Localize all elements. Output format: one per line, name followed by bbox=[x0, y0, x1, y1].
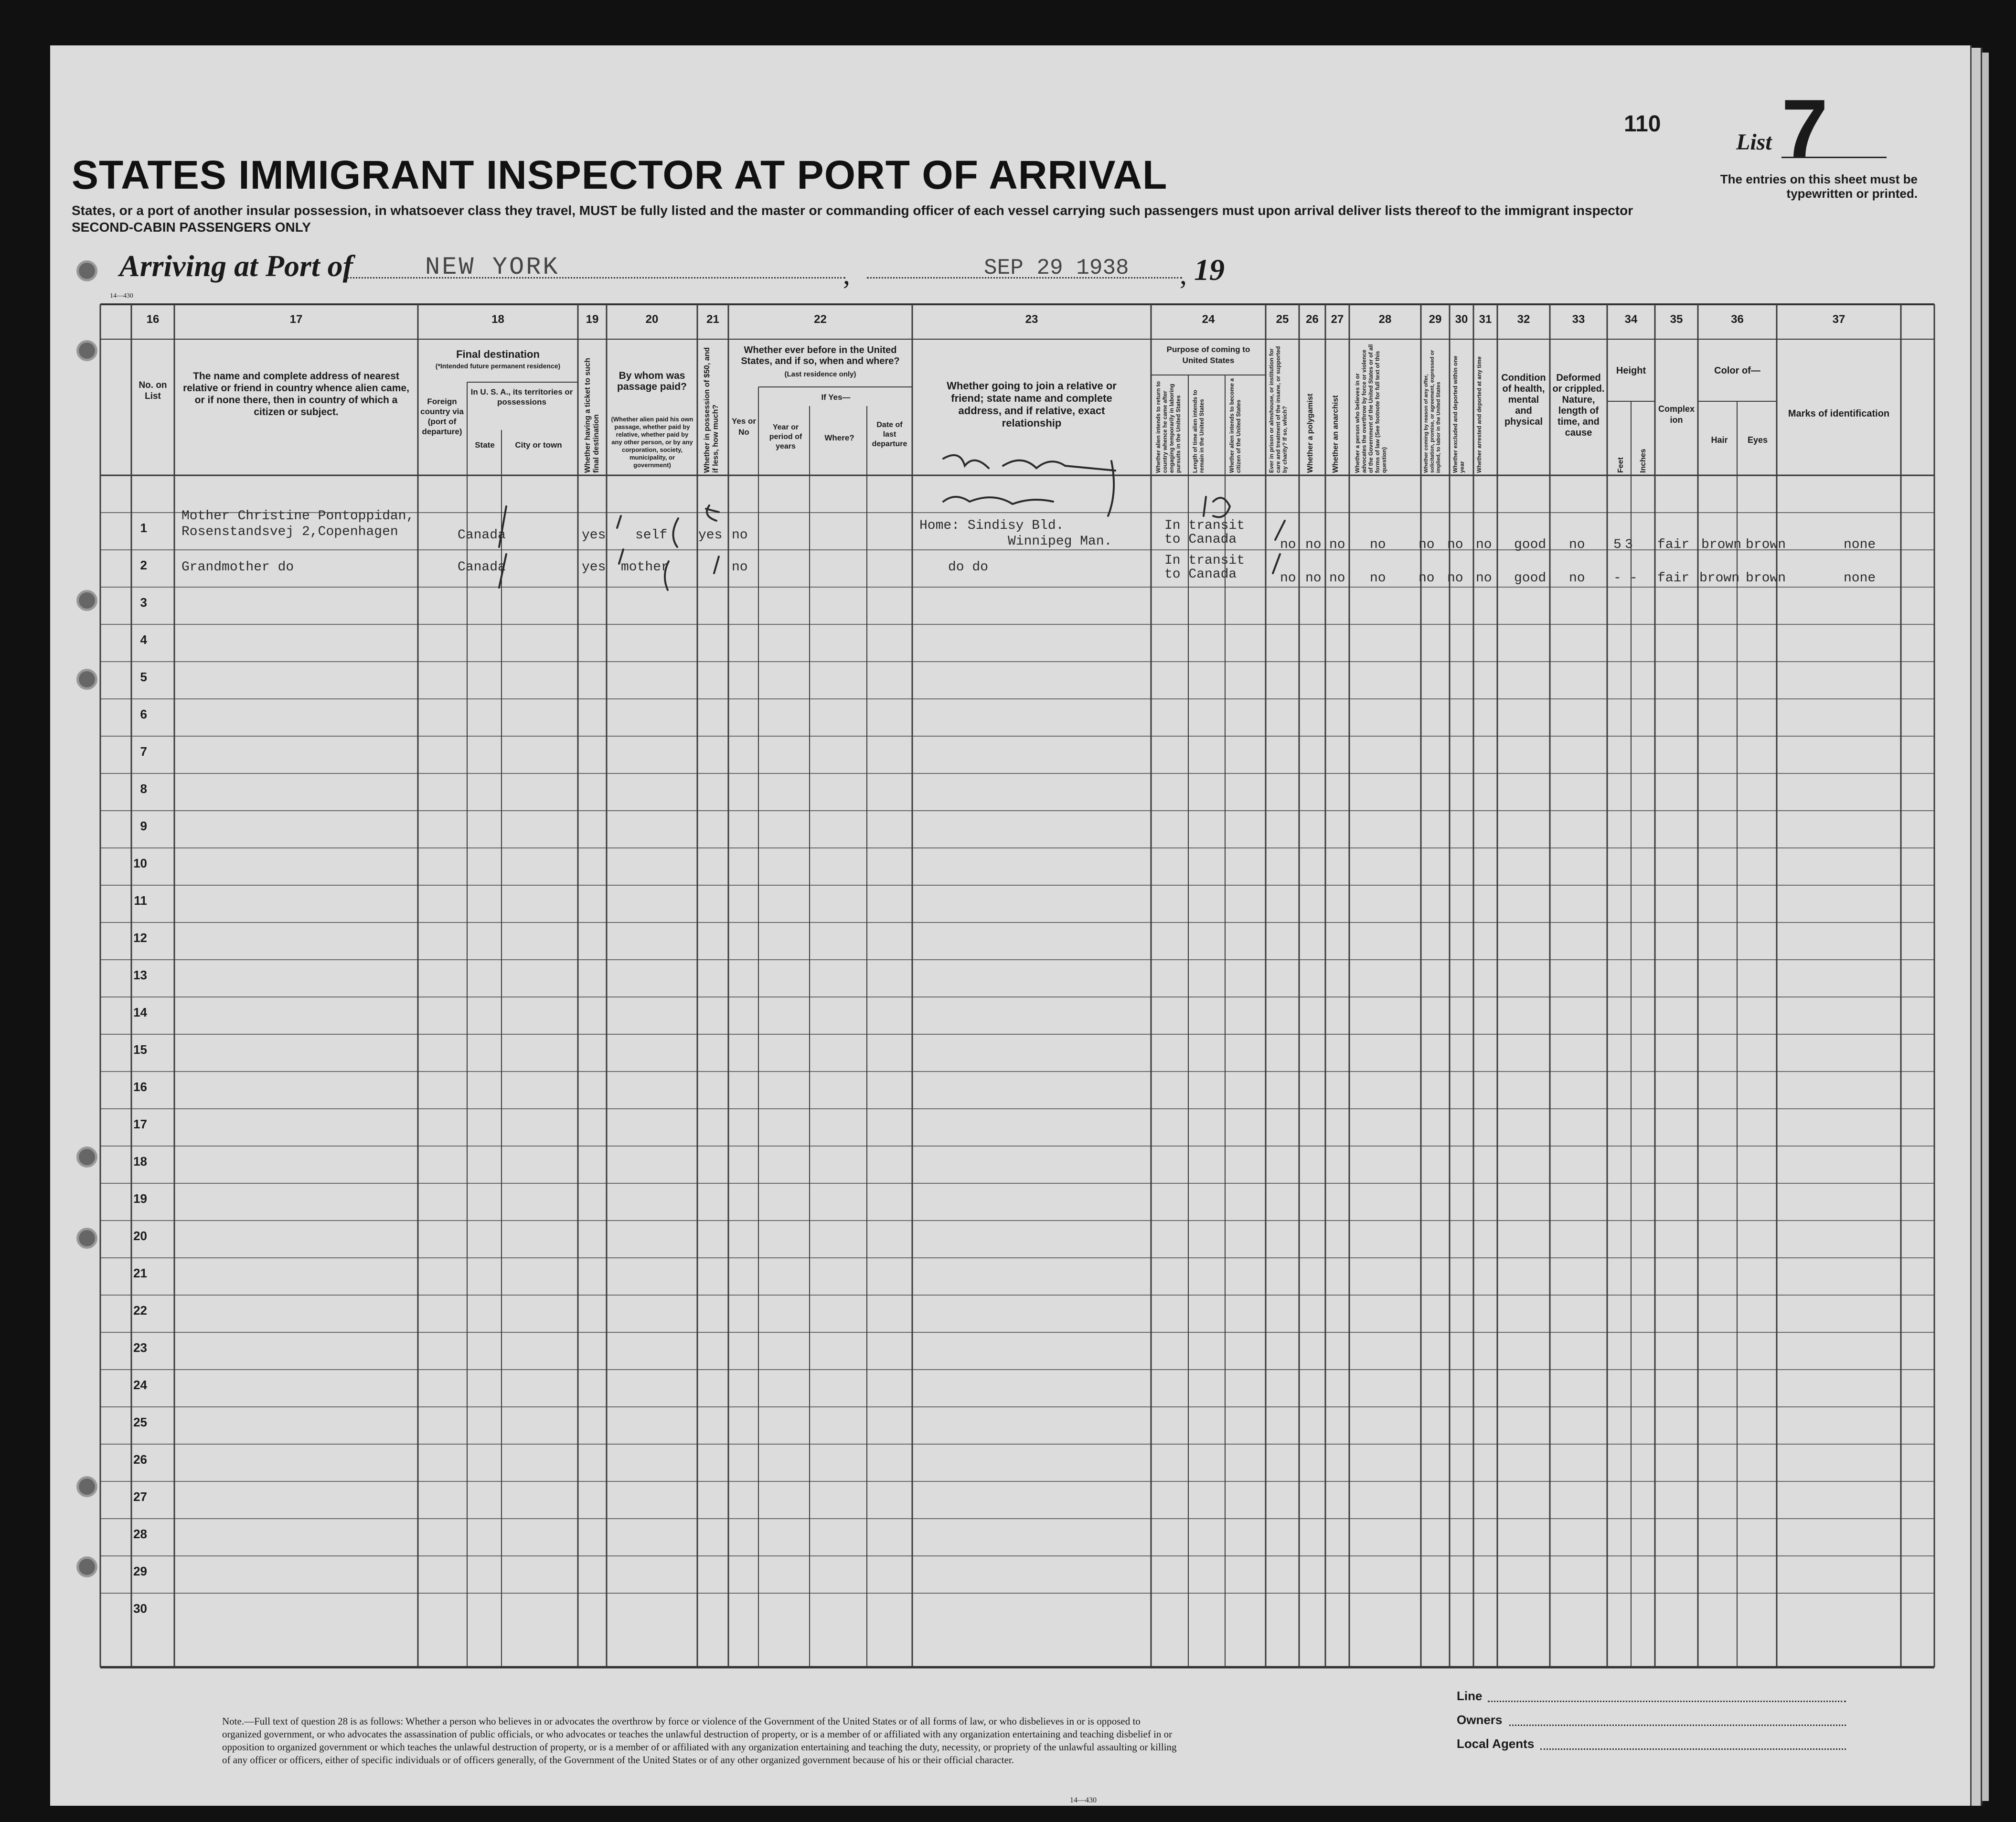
header-prison: Ever in prison or almshouse, or institution for care and treatment of the insane, or supported by charity? If so, which? bbox=[1268, 346, 1288, 473]
header-foreign-country: Foreign country via (port of departure) bbox=[420, 397, 464, 436]
header-if-yes: If Yes— bbox=[821, 393, 851, 402]
row-number: 19 bbox=[133, 1191, 147, 1206]
entry-join: Winnipeg Man. bbox=[1008, 534, 1112, 549]
header-color-of: Color of— bbox=[1714, 365, 1760, 376]
entry-purpose: to Canada bbox=[1164, 567, 1237, 582]
entry-hair: brown bbox=[1701, 537, 1742, 552]
header-inches: Inches bbox=[1639, 449, 1647, 473]
row-number: 29 bbox=[133, 1564, 147, 1578]
header-marks: Marks of identification bbox=[1788, 408, 1890, 419]
entry-health: good bbox=[1514, 571, 1547, 586]
row-number: 10 bbox=[133, 856, 147, 870]
header-purpose: Purpose of coming to United States bbox=[1166, 345, 1250, 365]
list-label: List bbox=[1736, 129, 1772, 155]
entry-paid-by: mother bbox=[621, 560, 669, 575]
header-height: Height bbox=[1616, 365, 1646, 376]
cabin-class: SECOND-CABIN PASSENGERS ONLY bbox=[72, 220, 311, 235]
entry-q28: no bbox=[1370, 537, 1386, 552]
line-label: Line bbox=[1457, 1689, 1483, 1703]
row-number: 18 bbox=[133, 1154, 147, 1168]
header-arrested: Whether arrested and deported at any time bbox=[1476, 356, 1483, 473]
row-number: 11 bbox=[134, 893, 147, 908]
local-agents-label: Local Agents bbox=[1457, 1736, 1535, 1751]
entry-eyes: brown bbox=[1746, 571, 1786, 586]
header-last-departure: Date of last departure bbox=[872, 421, 907, 448]
header-deformed: Deformed or crippled. Nature, length of time, and cause bbox=[1552, 373, 1605, 438]
entry-eyes: brown bbox=[1746, 537, 1786, 552]
header-eyes: Eyes bbox=[1747, 435, 1768, 445]
column-number: 33 bbox=[1572, 313, 1585, 326]
header-final-destination-note: (*Intended future permanent residence) bbox=[435, 362, 561, 370]
header-where: Where? bbox=[824, 433, 854, 442]
row-number: 15 bbox=[133, 1042, 147, 1057]
entry-deformed: no bbox=[1569, 537, 1585, 552]
typewritten-instructions: The entries on this sheet must be typewritten or printed. bbox=[1720, 172, 1918, 201]
row-number: 2 bbox=[140, 558, 147, 572]
question-28-footnote: Note.—Full text of question 28 is as follows: Whether a person who believes in or advocates the overthrow by force or violence of the Government of the United States or of all forms of law, or who disbelieves in or is opposed to organized government, or who advocates the assassination of public officials, or who advocates or teaches the unlawful destruction of property, or is a member of or affiliated with any organization entertaining and teaching disbelief in or opposition to organized government or which teaches the unlawful destruction of property, or is a member of or affiliated with any organization entertaining and teaching the duty, necessity, or propriety of the unlawful assaulting or killing of any officer or officers, either of specific individuals or of officers generally, of the Government of the United States or of any other organized government because of his or their official character. bbox=[222, 1715, 1177, 1766]
comma: , bbox=[1180, 258, 1187, 290]
entry-country: Canada bbox=[458, 560, 506, 575]
port-value: NEW YORK bbox=[425, 253, 560, 281]
row-number: 16 bbox=[133, 1080, 147, 1094]
row-number: 7 bbox=[140, 744, 147, 759]
column-number: 32 bbox=[1517, 313, 1530, 326]
column-number: 27 bbox=[1331, 313, 1344, 326]
row-number: 23 bbox=[133, 1340, 147, 1355]
column-number: 21 bbox=[706, 313, 719, 326]
row-number: 14 bbox=[133, 1005, 147, 1019]
entry-join: do do bbox=[948, 560, 989, 575]
row-number: 25 bbox=[133, 1415, 147, 1429]
column-number: 20 bbox=[645, 313, 659, 326]
header-passage-paid: By whom was passage paid? bbox=[617, 370, 687, 392]
header-final-destination: Final destination bbox=[456, 348, 540, 360]
header-money: Whether in possession of $50, and if less, how much? bbox=[703, 347, 720, 473]
header-complexion: Complexion bbox=[1658, 404, 1695, 425]
row-number: 26 bbox=[133, 1452, 147, 1467]
column-number: 25 bbox=[1276, 313, 1289, 326]
row-number: 27 bbox=[133, 1490, 147, 1504]
column-number: 34 bbox=[1624, 313, 1638, 326]
column-number: 31 bbox=[1479, 313, 1492, 326]
column-number: 26 bbox=[1306, 313, 1319, 326]
column-number: 17 bbox=[289, 313, 303, 326]
column-number: 23 bbox=[1025, 313, 1038, 326]
header-join-relative: Whether going to join a relative or friend; state name and complete address, and if relative, exact relationship bbox=[947, 380, 1117, 429]
entry-q27: no bbox=[1329, 571, 1345, 586]
owners-field bbox=[1509, 1725, 1846, 1726]
header-ticket: Whether having a ticket to such final destination bbox=[584, 358, 600, 473]
header-polygamist: Whether a polygamist bbox=[1306, 393, 1314, 473]
entry-purpose: In transit bbox=[1164, 553, 1245, 568]
header-years: Year or period of years bbox=[769, 423, 802, 450]
corner-code: 14—430 bbox=[110, 292, 133, 300]
header-overthrow: Whether a person who believes in or advocates the overthrow by force or violence of the Government of the United States or of all forms of law (See footnote for full text of this question) bbox=[1354, 344, 1387, 473]
entry-q31: no bbox=[1476, 571, 1492, 586]
header-state: State bbox=[475, 440, 495, 450]
entry-q29: no bbox=[1419, 537, 1435, 552]
column-number: 35 bbox=[1670, 313, 1683, 326]
entry-ticket: yes bbox=[582, 528, 606, 543]
entry-hair: brown bbox=[1699, 571, 1740, 586]
owners-label: Owners bbox=[1457, 1713, 1503, 1727]
column-number: 16 bbox=[146, 313, 160, 326]
year-label: 19 bbox=[1194, 253, 1225, 287]
entry-feet: - bbox=[1613, 571, 1621, 586]
column-number: 24 bbox=[1202, 313, 1215, 326]
header-city: City or town bbox=[515, 440, 562, 450]
header-labor-offer: Whether coming by reason of any offer, solicitation, promise, or agreement, expressed or implied, to labor in the United States bbox=[1423, 350, 1441, 473]
entry-q30: no bbox=[1447, 537, 1463, 552]
header-purpose-return: Whether alien intends to return to country whence he came after engaging temporarily in laboring pursuits in the United States bbox=[1155, 381, 1182, 473]
sheet-number: 110 bbox=[1624, 111, 1661, 137]
entry-purpose: In transit bbox=[1164, 518, 1245, 533]
list-number: 7 bbox=[1781, 83, 1828, 176]
entry-relative: Grandmother do bbox=[181, 560, 294, 575]
row-number: 30 bbox=[133, 1601, 147, 1616]
column-number: 29 bbox=[1429, 313, 1442, 326]
entry-health: good bbox=[1514, 537, 1547, 552]
entry-money: yes bbox=[698, 528, 723, 543]
entry-country: Canada bbox=[458, 528, 506, 543]
entry-q28: no bbox=[1370, 571, 1386, 586]
row-number: 28 bbox=[133, 1527, 147, 1541]
header-excluded: Whether excluded and deported within one year bbox=[1452, 355, 1465, 473]
row-number: 21 bbox=[133, 1266, 147, 1280]
header-nearest-relative: The name and complete address of nearest relative or friend in country whence alien came, or if none there, then in country of which a citizen or subject. bbox=[183, 371, 409, 418]
entry-inches: 3 bbox=[1625, 537, 1633, 552]
entry-q26: no bbox=[1305, 537, 1322, 552]
row-number: 17 bbox=[133, 1117, 147, 1131]
entry-join: Home: Sindisy Bld. bbox=[919, 518, 1064, 533]
header-feet: Feet bbox=[1617, 457, 1625, 473]
entry-q25: no bbox=[1280, 537, 1296, 552]
column-number: 36 bbox=[1731, 313, 1744, 326]
form-number: 14—430 bbox=[1070, 1796, 1097, 1804]
column-number: 28 bbox=[1378, 313, 1392, 326]
header-passage-paid-note: (Whether alien paid his own passage, whether paid by relative, whether paid by any other person, or by any corporation, society, municipality, or government) bbox=[611, 416, 693, 469]
row-number: 5 bbox=[140, 670, 147, 684]
entry-purpose: to Canada bbox=[1164, 532, 1237, 547]
entry-before-us: no bbox=[732, 528, 748, 543]
row-number: 20 bbox=[133, 1229, 147, 1243]
column-number: 19 bbox=[586, 313, 599, 326]
row-number: 4 bbox=[140, 632, 147, 647]
header-anarchist: Whether an anarchist bbox=[1332, 395, 1340, 473]
local-agents-field bbox=[1540, 1748, 1846, 1750]
header-purpose-length: Length of time alien intends to remain in the United States bbox=[1192, 390, 1205, 473]
header-yes-no: Yes or No bbox=[731, 417, 757, 437]
header-health: Condition of health, mental and physical bbox=[1501, 373, 1546, 427]
entry-before-us: no bbox=[732, 560, 748, 575]
entry-complexion: fair bbox=[1657, 571, 1690, 586]
header-in-usa: In U. S. A., its territories or possessions bbox=[470, 387, 573, 407]
entry-q26: no bbox=[1305, 571, 1322, 586]
entry-inches: - bbox=[1630, 571, 1638, 586]
header-purpose-citizen: Whether alien intends to become a citizen of the United States bbox=[1228, 378, 1242, 473]
comma: , bbox=[843, 258, 850, 290]
entry-q30: no bbox=[1447, 571, 1463, 586]
row-number: 12 bbox=[133, 931, 147, 945]
row-number: 1 bbox=[140, 521, 147, 535]
entry-marks: none bbox=[1844, 537, 1876, 552]
entry-relative: Mother Christine Pontoppidan, bbox=[181, 509, 415, 524]
row-number: 24 bbox=[133, 1378, 147, 1392]
column-number: 37 bbox=[1832, 313, 1845, 326]
arriving-label: Arriving at Port of bbox=[119, 249, 353, 283]
entry-paid-by: self bbox=[635, 528, 668, 543]
header-ever-in-us: Whether ever before in the United States, and if so, when and where? bbox=[741, 345, 900, 366]
entry-q31: no bbox=[1476, 537, 1492, 552]
column-number: 18 bbox=[491, 313, 504, 326]
row-number: 22 bbox=[133, 1303, 147, 1318]
entry-relative: Rosenstandsvej 2,Copenhagen bbox=[181, 525, 398, 539]
entry-deformed: no bbox=[1569, 571, 1585, 586]
row-number: 13 bbox=[133, 968, 147, 982]
page-title: STATES IMMIGRANT INSPECTOR AT PORT OF ARRIVAL bbox=[72, 152, 1168, 197]
header-list-number: No. on List bbox=[139, 380, 167, 401]
header-hair: Hair bbox=[1711, 435, 1728, 445]
row-number: 9 bbox=[140, 819, 147, 833]
entry-q27: no bbox=[1329, 537, 1345, 552]
page-subtitle: States, or a port of another insular possession, in whatsoever class they travel, MUST be fully listed and the master or commanding officer of each vessel carrying such passengers must upon arrival deliver lists thereof to the immigrant inspector bbox=[72, 203, 1633, 218]
line-field bbox=[1488, 1701, 1846, 1702]
column-number: 30 bbox=[1455, 313, 1468, 326]
header-last-residence: (Last residence only) bbox=[784, 370, 856, 378]
row-number: 8 bbox=[140, 782, 147, 796]
entry-q25: no bbox=[1280, 571, 1296, 586]
row-number: 6 bbox=[140, 707, 147, 721]
column-number: 22 bbox=[814, 313, 827, 326]
arrival-date: SEP 29 1938 bbox=[984, 256, 1129, 280]
entry-marks: none bbox=[1844, 571, 1876, 586]
entry-ticket: yes bbox=[582, 560, 606, 575]
entry-complexion: fair bbox=[1657, 537, 1690, 552]
row-number: 3 bbox=[140, 595, 147, 610]
entry-q29: no bbox=[1419, 571, 1435, 586]
entry-feet: 5 bbox=[1613, 537, 1621, 552]
